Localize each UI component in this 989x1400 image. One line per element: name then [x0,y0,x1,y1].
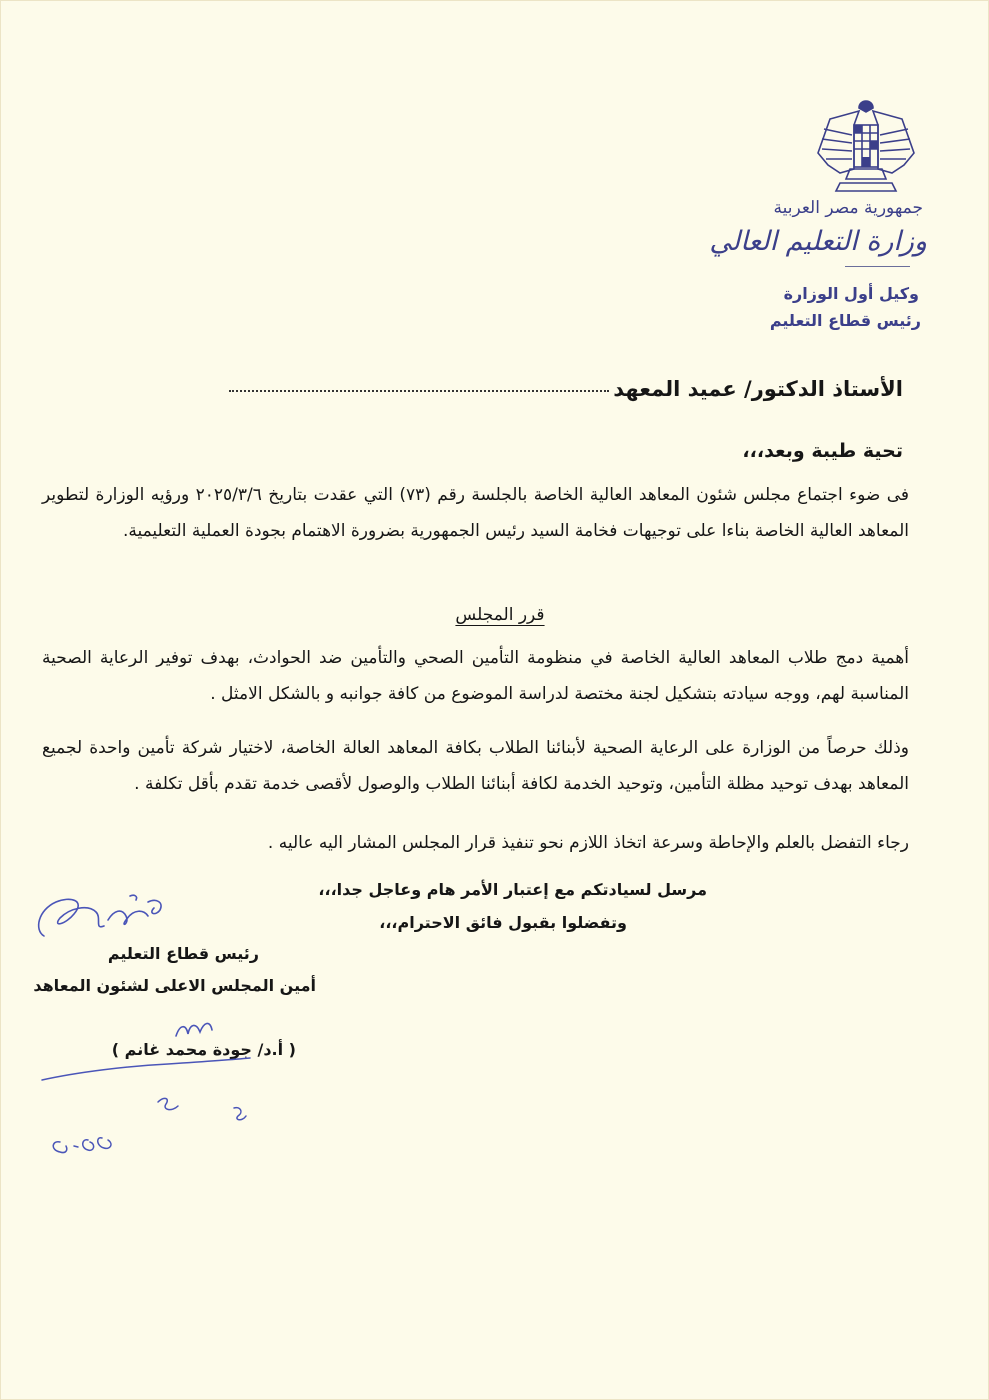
closing-line-2: وتفضلوا بقبول فائق الاحترام،،، [379,913,627,932]
signatory-title-2: أمين المجلس الاعلى لشئون المعاهد [33,976,316,995]
paragraph-ministry: وذلك حرصاً من الوزارة على الرعاية الصحية لأبنائنا الطلاب بكافة المعاهد العالة الخاصة، لاختيار شركة تأمين واحدة لجميع المعاهد بهدف توحيد مظلة التأمين، وتوحيد الخدمة لكافة أبنائنا الطلاب والوصول لأقصى خدمة تقدم بأقل تكلفة . [42,738,909,794]
council-decision-title: قرر المجلس [455,605,545,625]
letterhead-divider [845,266,910,267]
handwritten-notes [38,1050,258,1165]
handwritten-signature [30,880,180,950]
addressee-line [229,377,903,401]
signatory-name: ( أ.د/ جودة محمد غانم ) [111,1040,296,1059]
closing-line-1: مرسل لسيادتكم مع إعتبار الأمر هام وعاجل جدا،،، [318,880,707,899]
eagle-emblem-icon [810,95,922,200]
letterhead-sector-head: رئيس قطاع التعليم [769,311,921,330]
paragraph-request: رجاء التفضل بالعلم والإحاطة وسرعة اتخاذ اللازم نحو تنفيذ قرار المجلس المشار اليه عاليه . [267,833,909,853]
addressee: الأستاذ الدكتور/ عميد المعهد [613,377,903,401]
signatory-title-1: رئيس قطاع التعليم [107,944,259,963]
paragraph-intro: فى ضوء اجتماع مجلس شئون المعاهد العالية الخاصة بالجلسة رقم (٧٣) التي عقدت بتاريخ ٢٠٢٥/٣/٦ ورؤيه الوزارة لتطوير المعاهد العالية الخاصة بناءا على توجيهات فخامة السيد رئيس الجمهورية بضرورة الاهتمام بجودة العملية التعليمية. [42,485,909,541]
letterhead-deputy-title: وكيل أول الوزارة [783,284,919,303]
paragraph-decision: أهمية دمج طلاب المعاهد العالية الخاصة في منظومة التأمين الصحي والتأمين ضد الحوادث، بهدف توفير الرعاية الصحية المناسبة لهم، ووجه سيادته بتشكيل لجنة مختصة لدراسة الموضوع من كافة جوانبه و بالشكل الامثل . [42,648,909,704]
letterhead-ministry: وزارة التعليم العالي [709,226,927,257]
addressee-dotted-line [229,390,609,392]
greeting: تحية طيبة وبعد،،، [742,440,903,462]
letterhead-republic: جمهورية مصر العربية [773,198,923,218]
handwritten-initials [170,1010,230,1050]
